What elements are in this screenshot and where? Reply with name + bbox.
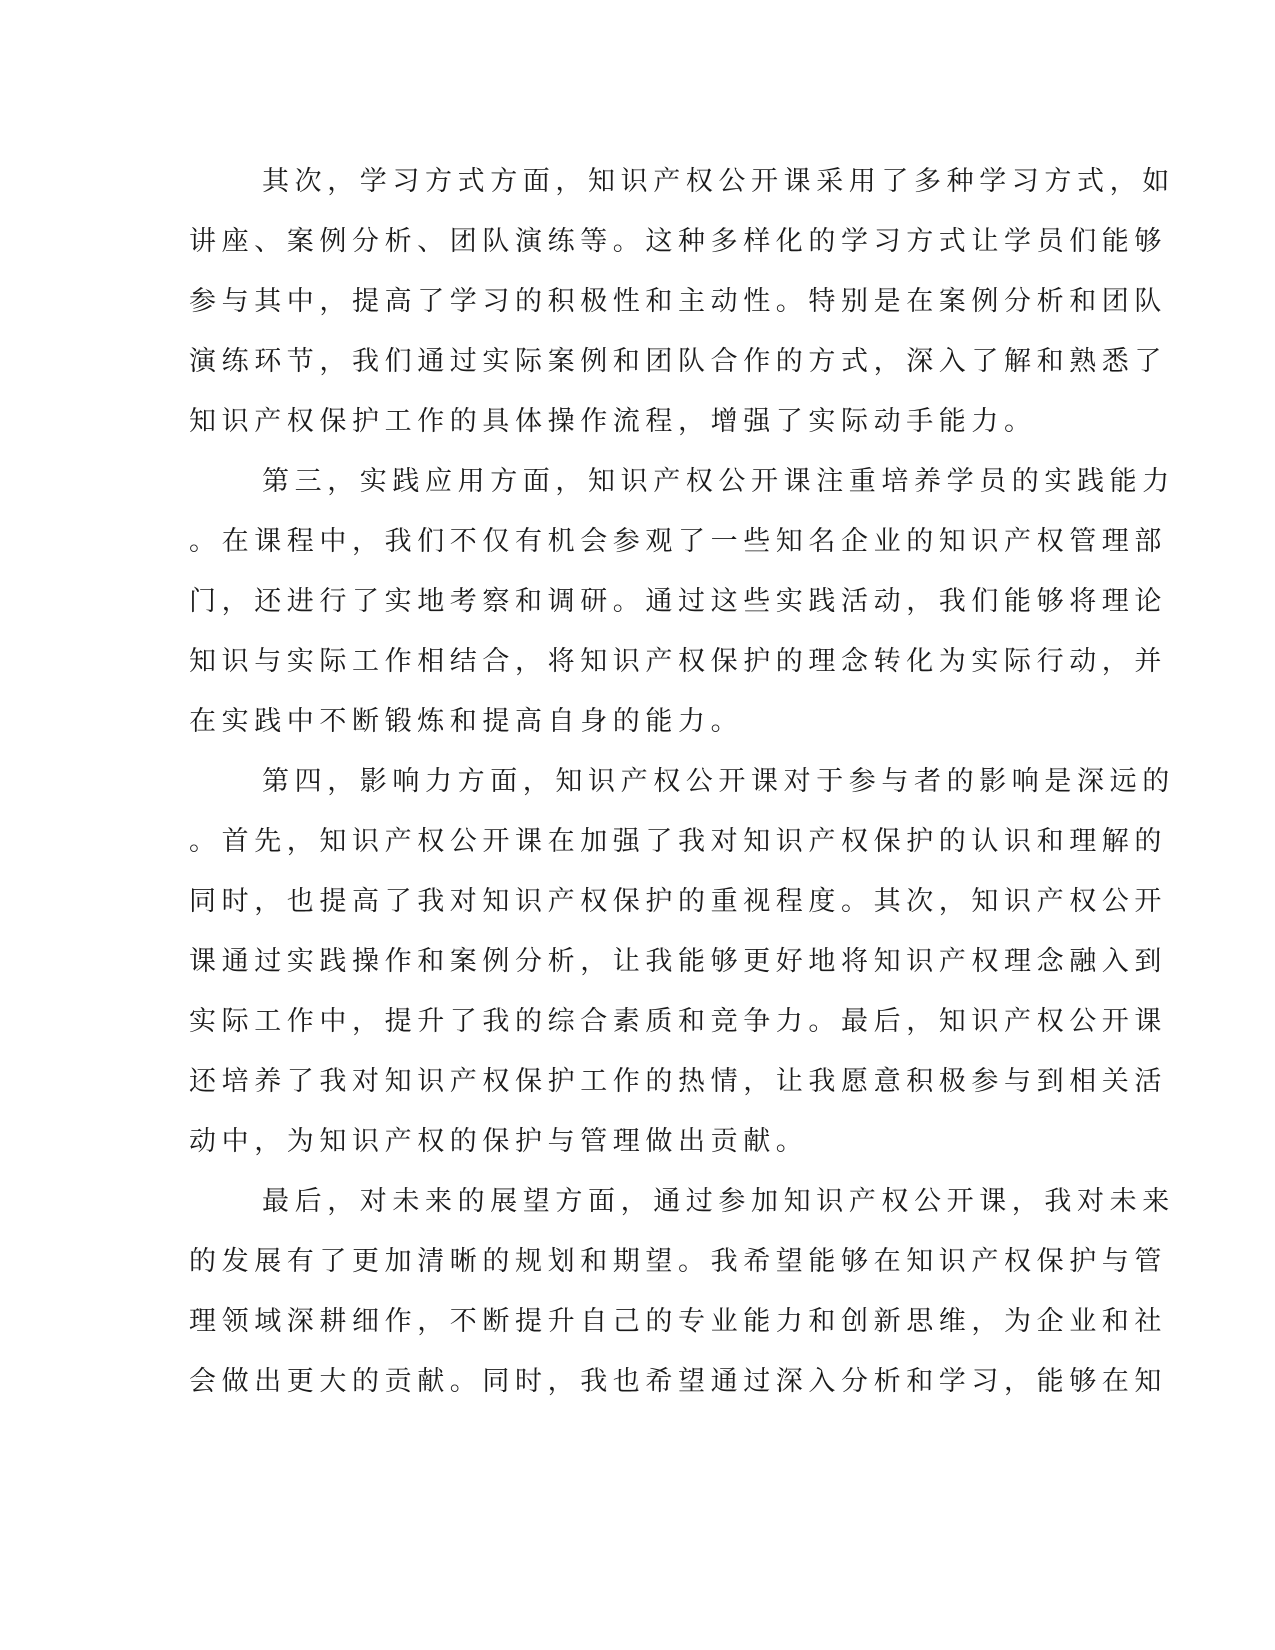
- paragraph-1-line-4: 演练环节，我们通过实际案例和团队合作的方式，深入了解和熟悉了: [189, 346, 1167, 377]
- paragraph-3-line-6: 还培养了我对知识产权保护工作的热情，让我愿意积极参与到相关活: [189, 1066, 1167, 1097]
- paragraph-1-line-3: 参与其中，提高了学习的积极性和主动性。特别是在案例分析和团队: [189, 286, 1167, 317]
- paragraph-3-line-4: 课通过实践操作和案例分析，让我能够更好地将知识产权理念融入到: [189, 946, 1167, 977]
- paragraph-1-line-2: 讲座、案例分析、团队演练等。这种多样化的学习方式让学员们能够: [189, 226, 1167, 257]
- paragraph-3-line-2: 。首先，知识产权公开课在加强了我对知识产权保护的认识和理解的: [189, 826, 1167, 857]
- paragraph-4-line-2: 的发展有了更加清晰的规划和期望。我希望能够在知识产权保护与管: [189, 1246, 1167, 1277]
- paragraph-2-line-4: 知识与实际工作相结合，将知识产权保护的理念转化为实际行动，并: [189, 646, 1167, 677]
- paragraph-2-line-1: 第三，实践应用方面，知识产权公开课注重培养学员的实践能力: [262, 466, 1175, 497]
- paragraph-3-line-7: 动中，为知识产权的保护与管理做出贡献。: [189, 1126, 809, 1157]
- paragraph-1-line-1: 其次，学习方式方面，知识产权公开课采用了多种学习方式，如: [262, 166, 1175, 197]
- paragraph-3-line-3: 同时，也提高了我对知识产权保护的重视程度。其次，知识产权公开: [189, 886, 1167, 917]
- paragraph-4-line-4: 会做出更大的贡献。同时，我也希望通过深入分析和学习，能够在知: [189, 1366, 1167, 1397]
- paragraph-3-line-5: 实际工作中，提升了我的综合素质和竞争力。最后，知识产权公开课: [189, 1006, 1167, 1037]
- paragraph-4-line-3: 理领域深耕细作，不断提升自己的专业能力和创新思维，为企业和社: [189, 1306, 1167, 1337]
- paragraph-1-line-5: 知识产权保护工作的具体操作流程，增强了实际动手能力。: [189, 406, 1037, 437]
- paragraph-2-line-3: 门，还进行了实地考察和调研。通过这些实践活动，我们能够将理论: [189, 586, 1167, 617]
- paragraph-2-line-2: 。在课程中，我们不仅有机会参观了一些知名企业的知识产权管理部: [189, 526, 1167, 557]
- paragraph-2-line-5: 在实践中不断锻炼和提高自身的能力。: [189, 706, 744, 737]
- paragraph-4-line-1: 最后，对未来的展望方面，通过参加知识产权公开课，我对未来: [262, 1186, 1175, 1217]
- paragraph-3-line-1: 第四，影响力方面，知识产权公开课对于参与者的影响是深远的: [262, 766, 1175, 797]
